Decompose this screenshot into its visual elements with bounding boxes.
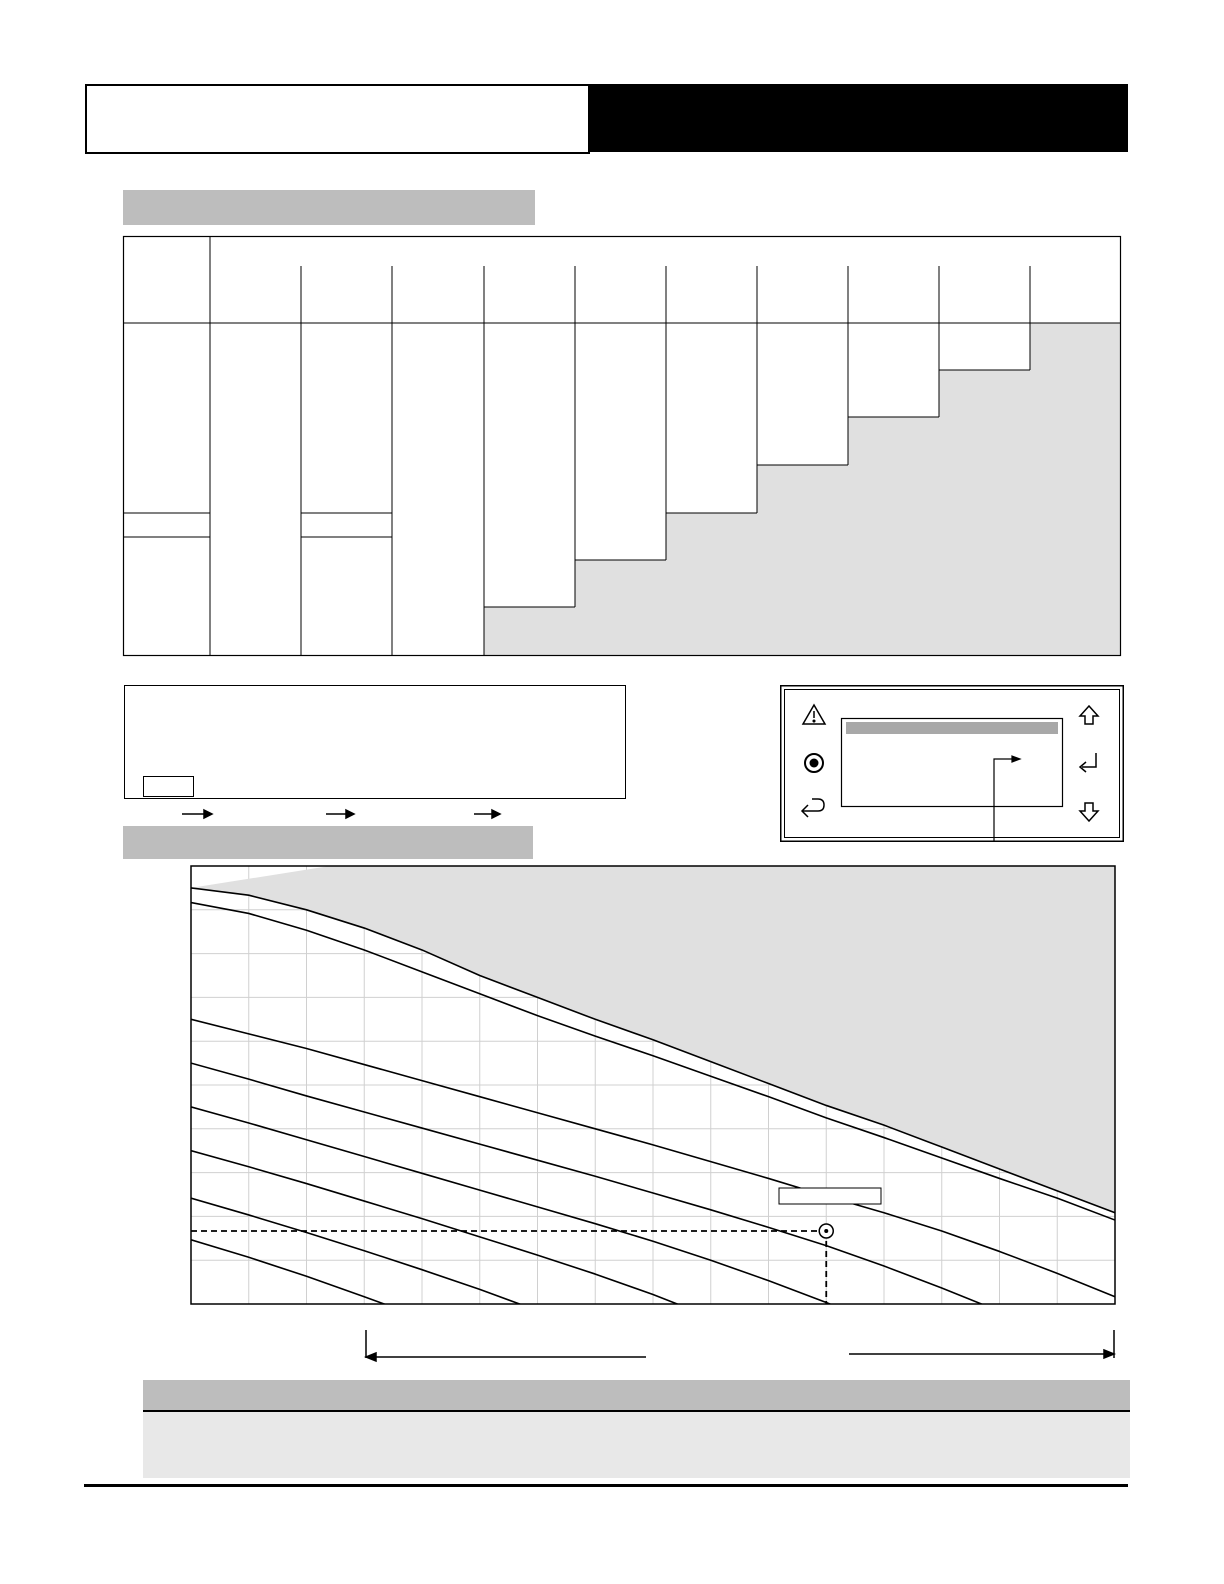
chart-callout-box — [779, 1188, 881, 1204]
table-split-rows — [123, 513, 392, 537]
chart-point-dot — [824, 1229, 828, 1233]
info-panel — [124, 685, 626, 799]
sequence-arrows — [170, 806, 510, 822]
bottom-section-body — [143, 1410, 1130, 1478]
chart-marked-point — [191, 1224, 833, 1304]
performance-chart — [0, 855, 1224, 1370]
page-bottom-rule — [84, 1484, 1128, 1487]
table-shaded-region — [484, 323, 1120, 655]
staircase-table — [0, 0, 1224, 680]
controller-display — [780, 685, 1124, 842]
screen-highlight-row — [846, 722, 1058, 734]
panel-key-box — [143, 776, 194, 797]
bottom-section-title-bar — [143, 1380, 1130, 1410]
table-header-dividers — [301, 266, 1030, 323]
chart-range-arrows — [366, 1330, 1114, 1361]
